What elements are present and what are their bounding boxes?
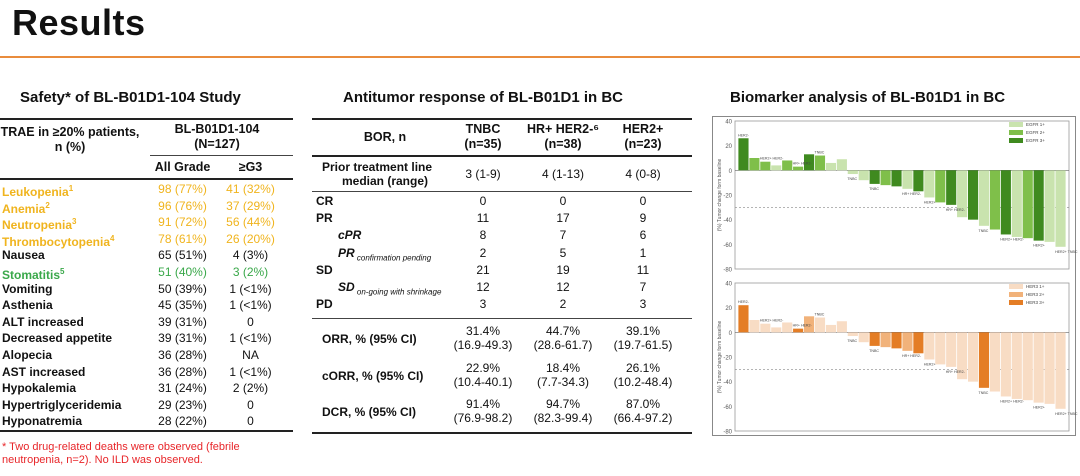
rate-label: DCR, % (95% CI) xyxy=(322,405,417,419)
g3-value: 0 xyxy=(247,314,254,329)
prior-treatment-value: 4 (1-13) xyxy=(541,167,585,181)
rate-value: 26.1% xyxy=(625,360,661,375)
antitumor-rate-rule xyxy=(312,318,692,319)
waterfall-bar xyxy=(1034,332,1044,402)
waterfall-bar xyxy=(968,170,978,219)
adverse-event-name: Vomiting xyxy=(2,281,53,296)
all-grade-value: 51 (40%) xyxy=(158,265,207,279)
legend-swatch xyxy=(1009,122,1023,127)
y-tick-label: 20 xyxy=(725,144,732,151)
waterfall-bar xyxy=(760,162,770,171)
prior-treatment-value: 3 (1-9) xyxy=(465,167,501,181)
y-tick-label: -40 xyxy=(723,380,732,387)
waterfall-bar xyxy=(946,170,956,205)
bor-row-value: 6 xyxy=(639,228,647,243)
waterfall-bar xyxy=(837,321,847,332)
rate-ci: (7.7-34.3) xyxy=(536,374,590,389)
g3-value: 1 (<1%) xyxy=(229,298,272,313)
safety-col-g3: ≥G3 xyxy=(238,160,263,174)
g3-value: 4 (3%) xyxy=(232,248,269,263)
g3-value: 37 (29%) xyxy=(226,198,275,213)
bar-subtype-label: TNBC xyxy=(814,312,825,317)
rate-value: 94.7% xyxy=(545,397,581,411)
safety-row xyxy=(0,247,293,263)
waterfall-bar xyxy=(1012,170,1022,237)
adverse-event-name: AST increased xyxy=(2,364,86,379)
footnote-marker: 1 xyxy=(68,184,74,193)
waterfall-bar xyxy=(826,325,836,332)
bor-row-value: 9 xyxy=(639,211,647,226)
adverse-event-name: Hypertriglyceridemia xyxy=(2,397,122,412)
waterfall-bar xyxy=(848,332,858,336)
title-divider xyxy=(0,56,1080,58)
bar-subtype-label: TNBC xyxy=(814,150,825,155)
biomarker-heading: Biomarker analysis of BL-B01D1 in BC xyxy=(730,89,1006,106)
rate-label: cORR, % (95% CI) xyxy=(322,368,424,383)
bor-row-value: 7 xyxy=(639,280,647,294)
page-title: Results xyxy=(12,2,146,43)
waterfall-bar xyxy=(771,327,781,332)
rate-ci: (10.2-48.4) xyxy=(613,374,673,389)
safety-row xyxy=(0,347,293,363)
y-tick-label: 0 xyxy=(728,168,732,175)
rate-value: 87.0% xyxy=(625,397,661,411)
waterfall-bar xyxy=(749,320,759,332)
bor-row-value: 19 xyxy=(556,262,570,277)
footnote-marker: 4 xyxy=(110,233,115,243)
safety-row xyxy=(0,231,293,247)
rate-ci: (28.6-61.7) xyxy=(533,338,593,352)
bar-subtype-label: HR+ HER2- xyxy=(945,369,965,374)
g3-value: 1 (<1%) xyxy=(229,281,272,296)
waterfall-bar xyxy=(870,170,880,184)
safety-heading: Safety* of BL-B01D1-104 Study xyxy=(20,89,241,106)
bor-row-value: 12 xyxy=(556,280,570,294)
rate-value: 31.4% xyxy=(465,324,501,338)
bor-row-value: 2 xyxy=(559,297,567,312)
rate-value: 22.9% xyxy=(465,360,501,375)
safety-row xyxy=(0,413,293,429)
waterfall-bar xyxy=(1055,332,1065,408)
legend-swatch xyxy=(1009,292,1023,297)
g3-value: 2 (2%) xyxy=(232,381,269,396)
waterfall-bar xyxy=(902,332,912,351)
footnote-marker: 3 xyxy=(72,217,77,227)
waterfall-bar xyxy=(990,332,1000,391)
rate-value: 44.7% xyxy=(545,324,581,338)
y-tick-label: -80 xyxy=(723,267,732,274)
waterfall-bar xyxy=(881,170,891,185)
waterfall-bar xyxy=(891,332,901,348)
waterfall-bar xyxy=(990,170,1000,229)
all-grade-value: 65 (51%) xyxy=(158,248,207,263)
safety-row xyxy=(0,214,293,233)
bar-subtype-label: HR+ HER2- xyxy=(792,161,812,166)
rate-ci: (82.3-99.4) xyxy=(533,411,593,425)
response-col-n: (n=38) xyxy=(544,137,582,151)
rate-ci: (16.9-49.3) xyxy=(453,338,513,352)
biomarker-waterfall-chart xyxy=(713,117,1078,436)
y-tick-label: -20 xyxy=(723,193,732,200)
bor-row-label: PD xyxy=(316,297,333,312)
antitumor-prior-rule xyxy=(312,191,692,192)
waterfall-bar xyxy=(946,332,956,367)
adverse-event-name: Alopecia xyxy=(2,348,53,362)
response-col-n: (n=35) xyxy=(464,137,502,151)
waterfall-bar xyxy=(782,160,792,170)
rate-label: ORR, % (95% CI) xyxy=(322,332,417,346)
waterfall-bar xyxy=(913,170,923,191)
all-grade-value: 78 (61%) xyxy=(158,231,207,246)
rate-ci: (10.4-40.1) xyxy=(453,374,513,389)
waterfall-bar xyxy=(782,322,792,332)
waterfall-bar xyxy=(815,156,825,171)
safety-top-rule xyxy=(0,118,293,120)
waterfall-bar xyxy=(738,305,748,332)
g3-value: 0 xyxy=(247,414,254,429)
prior-treatment-label: Prior treatment line xyxy=(322,160,433,174)
waterfall-bar xyxy=(913,332,923,353)
g3-value: 41 (32%) xyxy=(226,182,275,196)
legend-label: EGFR 1+ xyxy=(1026,122,1045,127)
all-grade-value: 98 (77%) xyxy=(158,182,207,196)
safety-col-label: TRAE in ≥20% patients, n (%) xyxy=(0,125,140,154)
y-tick-label: -60 xyxy=(723,404,732,411)
g3-value: 26 (20%) xyxy=(226,231,275,246)
legend-label: HER3 3+ xyxy=(1026,300,1045,305)
waterfall-bar xyxy=(771,165,781,170)
adverse-event-name: Asthenia xyxy=(2,298,53,313)
bar-subtype-label: TNBC xyxy=(869,186,879,191)
bar-subtype-label: HR+ HER2- xyxy=(902,191,922,196)
waterfall-bar xyxy=(902,170,912,189)
all-grade-value: 39 (31%) xyxy=(158,331,207,346)
waterfall-bar xyxy=(1034,170,1044,240)
legend-swatch xyxy=(1009,284,1023,289)
rate-value: 39.1% xyxy=(625,324,661,338)
bor-row-label: cPR xyxy=(338,228,362,243)
waterfall-bar xyxy=(793,329,803,333)
bor-row-value: 5 xyxy=(559,245,567,260)
rate-ci: (66.4-97.2) xyxy=(613,411,673,425)
prior-treatment-sublabel: median (range) xyxy=(342,174,429,188)
safety-row xyxy=(0,330,293,346)
waterfall-bar xyxy=(793,167,803,171)
bor-row-value: 3 xyxy=(639,297,647,312)
waterfall-bar xyxy=(859,170,869,180)
bar-subtype-label: HER2- xyxy=(738,133,749,138)
biomarker-chart-frame xyxy=(712,116,1076,436)
adverse-event-name: ALT increased xyxy=(2,314,84,329)
g3-value: NA xyxy=(242,348,259,362)
y-axis-label: (%) Tumor change form baseline xyxy=(717,158,723,232)
all-grade-value: 50 (39%) xyxy=(158,281,207,296)
response-col-header: HER2+ xyxy=(622,122,664,136)
y-axis-label: (%) Tumor change form baseline xyxy=(717,320,723,394)
waterfall-bar xyxy=(1045,332,1055,404)
waterfall-bar xyxy=(749,158,759,170)
waterfall-bar xyxy=(859,332,869,342)
bor-row-label: SD $_{on-going with shrinkage}$ xyxy=(338,280,442,297)
g3-value: 1 (<1%) xyxy=(229,364,272,379)
waterfall-bar xyxy=(837,159,847,170)
rate-ci: (19.7-61.5) xyxy=(613,338,673,352)
bar-subtype-label: HER2+ HER2- xyxy=(1000,237,1024,242)
antitumor-heading: Antitumor response of BL-B01D1 in BC xyxy=(343,89,624,106)
bar-subtype-label: TNBC xyxy=(869,348,879,353)
legend-swatch xyxy=(1009,300,1023,305)
adverse-event-name: Hyponatremia xyxy=(2,414,83,429)
waterfall-bar xyxy=(760,324,770,333)
legend-label: EGFR 3+ xyxy=(1026,138,1045,143)
bar-subtype-label: TNBC xyxy=(978,228,989,233)
waterfall-bar xyxy=(891,170,901,186)
waterfall-bar xyxy=(1012,332,1022,399)
waterfall-bar xyxy=(979,170,989,226)
bar-subtype-label: HER2+ HER2- xyxy=(759,318,784,323)
antitumor-head-rule xyxy=(312,155,692,157)
waterfall-bar xyxy=(968,332,978,381)
bor-row-label: CR xyxy=(316,194,334,208)
g3-value: 0 xyxy=(247,397,254,412)
bar-subtype-label: HER2+ TNBC xyxy=(1055,411,1078,416)
bar-subtype-label: HR+ HER2- xyxy=(792,323,812,328)
waterfall-bar xyxy=(935,170,945,202)
bar-subtype-label: TNBC xyxy=(847,339,858,344)
safety-row xyxy=(0,297,293,313)
bor-row-label: PR $_{confirmation pending}$ xyxy=(338,245,432,262)
antitumor-top-rule xyxy=(312,118,692,120)
safety-row xyxy=(0,181,293,197)
bar-subtype-label: TNBC xyxy=(978,390,989,395)
response-col-n: (n=23) xyxy=(624,137,662,151)
waterfall-bar xyxy=(1001,170,1011,234)
all-grade-value: 96 (76%) xyxy=(158,198,207,213)
waterfall-bar xyxy=(1001,332,1011,396)
response-col-header: HR+ HER2-⁶ xyxy=(526,122,600,136)
footnote-marker: 5 xyxy=(60,267,65,276)
adverse-event-name: Hypokalemia xyxy=(2,381,77,396)
bar-subtype-label: HER2+ xyxy=(923,362,936,367)
bar-subtype-label: HER2- xyxy=(738,300,749,305)
y-tick-label: -40 xyxy=(723,218,732,225)
safety-footnote: * Two drug-related deaths were observed (febrile neutropenia, n=2). No ILD was observed. xyxy=(2,441,240,466)
bor-row-label: PR xyxy=(316,211,333,226)
waterfall-bar xyxy=(979,332,989,388)
y-tick-label: -20 xyxy=(723,355,732,362)
waterfall-bar xyxy=(935,332,945,364)
safety-subhead-rule xyxy=(150,155,293,156)
bar-subtype-label: HER2+ HER2- xyxy=(1000,399,1024,404)
bor-row-value: 7 xyxy=(559,228,567,243)
legend-label: HER3 1+ xyxy=(1026,284,1045,289)
waterfall-bar xyxy=(1023,170,1033,238)
g3-value: 3 (2%) xyxy=(232,265,269,279)
all-grade-value: 36 (28%) xyxy=(158,364,207,379)
g3-value: 1 (<1%) xyxy=(229,331,272,346)
bor-row-value: 0 xyxy=(479,194,487,208)
bor-row-value: 1 xyxy=(639,245,647,260)
waterfall-bar xyxy=(848,170,858,174)
bor-row-value: 17 xyxy=(556,211,570,226)
y-tick-label: 40 xyxy=(725,119,732,126)
bar-subtype-label: HR+ HER2- xyxy=(902,353,922,358)
all-grade-value: 91 (72%) xyxy=(158,215,207,230)
y-tick-label: 0 xyxy=(728,330,732,337)
bar-subtype-label: HER2+ xyxy=(1033,243,1045,248)
y-tick-label: 20 xyxy=(725,306,732,313)
bor-row-value: 11 xyxy=(636,262,650,277)
adverse-event-name: Neutropenia$^3$ xyxy=(2,217,77,233)
waterfall-bar xyxy=(1045,170,1055,242)
bar-subtype-label: HR+ HER2- xyxy=(945,207,965,212)
waterfall-bar xyxy=(1023,332,1033,400)
adverse-event-name: Stomatitis$^5$ xyxy=(2,267,65,282)
safety-row xyxy=(0,264,293,280)
rate-value: 91.4% xyxy=(465,397,501,411)
bor-row-value: 3 xyxy=(479,297,487,312)
safety-row xyxy=(0,314,293,330)
bar-subtype-label: HER2+ xyxy=(1033,405,1045,410)
response-col-header: TNBC xyxy=(465,122,501,136)
legend-swatch xyxy=(1009,130,1023,135)
all-grade-value: 29 (23%) xyxy=(158,397,207,412)
bor-row-value: 8 xyxy=(479,228,487,243)
safety-row xyxy=(0,380,293,396)
bor-row-value: 12 xyxy=(476,280,490,294)
safety-bottom-rule xyxy=(0,430,293,432)
y-tick-label: -80 xyxy=(723,429,732,436)
legend-swatch xyxy=(1009,138,1023,143)
all-grade-value: 28 (22%) xyxy=(158,414,207,429)
waterfall-bar xyxy=(870,332,880,346)
waterfall-bar xyxy=(924,170,934,197)
bor-row-sublabel: confirmation pending xyxy=(354,252,432,262)
safety-drug-label: BL-B01D1-104 (N=127) xyxy=(174,122,260,151)
bor-row-label: SD xyxy=(316,262,333,277)
bar-subtype-label: HER2+ xyxy=(923,200,936,205)
all-grade-value: 45 (35%) xyxy=(158,298,207,313)
bar-subtype-label: TNBC xyxy=(847,177,858,182)
legend-label: EGFR 2+ xyxy=(1026,130,1045,135)
adverse-event-name: Leukopenia$^1$ xyxy=(2,184,74,199)
waterfall-bar xyxy=(881,332,891,347)
bor-row-value: 0 xyxy=(559,194,567,208)
adverse-event-name: Anemia$^2$ xyxy=(2,200,50,216)
all-grade-value: 31 (24%) xyxy=(158,381,207,396)
bor-row-value: 11 xyxy=(476,211,490,226)
adverse-event-name: Decreased appetite xyxy=(2,331,113,346)
bor-row-value: 21 xyxy=(476,262,490,277)
safety-col-all-grade: All Grade xyxy=(154,160,211,174)
legend-label: HER3 2+ xyxy=(1026,292,1045,297)
waterfall-bar xyxy=(738,138,748,170)
waterfall-bar xyxy=(924,332,934,359)
bor-header: BOR, n xyxy=(363,130,407,144)
prior-treatment-value: 4 (0-8) xyxy=(625,167,661,181)
safety-row xyxy=(0,281,293,297)
antitumor-bottom-rule xyxy=(312,432,692,434)
g3-value: 56 (44%) xyxy=(226,215,275,230)
bor-row-sublabel: on-going with shrinkage xyxy=(354,287,442,297)
bor-row-value: 0 xyxy=(639,194,647,208)
rate-value: 18.4% xyxy=(545,360,581,375)
waterfall-bar xyxy=(1055,170,1065,246)
adverse-event-name: Thrombocytopenia$^4$ xyxy=(2,233,115,249)
safety-row xyxy=(0,364,293,380)
y-tick-label: -60 xyxy=(723,242,732,249)
all-grade-value: 36 (28%) xyxy=(158,348,207,362)
waterfall-bar xyxy=(826,163,836,170)
waterfall-bar xyxy=(815,318,825,333)
safety-head-rule xyxy=(0,178,293,180)
y-tick-label: 40 xyxy=(725,281,732,288)
bar-subtype-label: HER2+ HER2- xyxy=(759,156,784,161)
safety-row xyxy=(0,198,293,214)
safety-row xyxy=(0,397,293,413)
bor-row-value: 2 xyxy=(479,245,487,260)
adverse-event-name: Nausea xyxy=(2,248,45,263)
all-grade-value: 39 (31%) xyxy=(158,314,207,329)
rate-ci: (76.9-98.2) xyxy=(453,411,513,425)
bar-subtype-label: HER2+ TNBC xyxy=(1055,249,1078,254)
footnote-marker: 2 xyxy=(45,200,50,210)
